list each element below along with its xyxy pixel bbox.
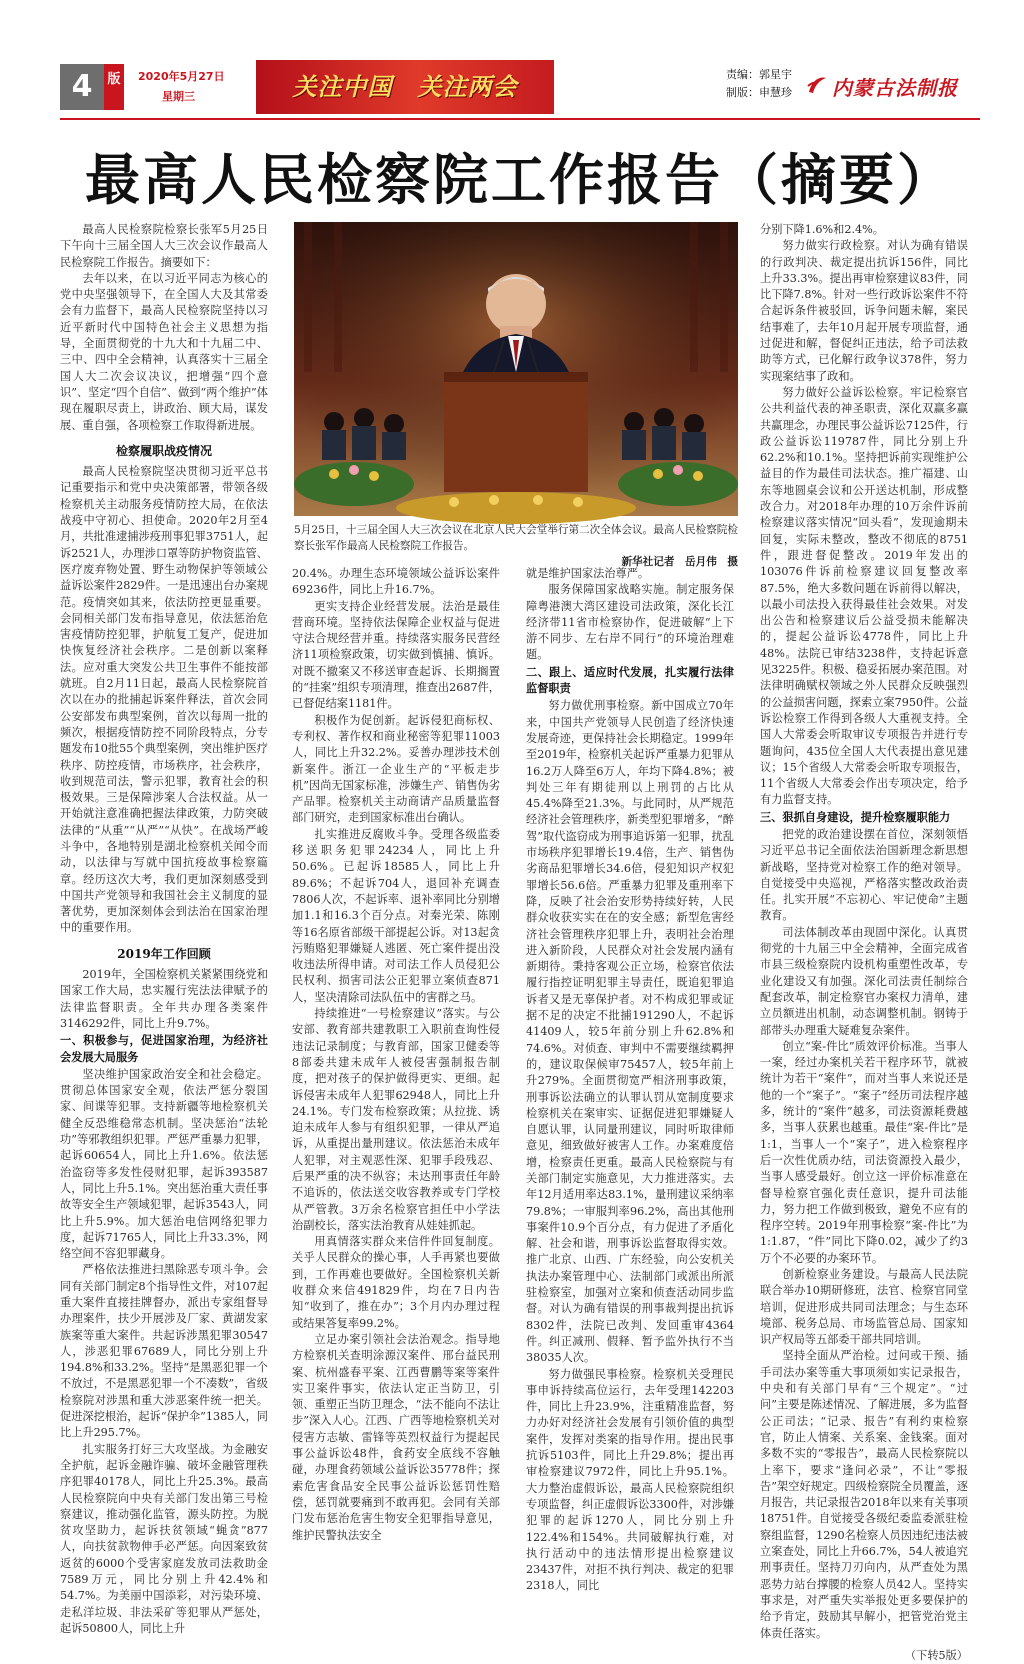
article-photo	[294, 222, 738, 516]
article-column-2	[292, 566, 500, 1542]
paragraph: 20.4%。办理生态环境领域公益诉讼案件69236件，同比上升16.7%。	[292, 567, 500, 597]
paragraph: 努力做强民事检察。检察机关受理民事申诉持续高位运行，去年受理142203件，同比上升23.9%，注重精准监督，努力办好对经济社会发展有引领价值的典型案件，发挥对类案的指导作用。提出民事抗诉5103件，同比上升29.8%；提出再审检察建议7972件，同比上升95.1%。大力整治虚假诉讼，最高人民检察院组织专项监督，纠正虚假诉讼3300件，对涉嫌犯罪的起诉1270人，同比分别上升122.4%和154%。共同破解执行难，对执行活动中的违法情形提出检察建议23437件，对拒不执行判决、裁定的犯罪2318人，同比	[526, 1367, 734, 1593]
paragraph: 努力做好公益诉讼检察。牢记检察官公共利益代表的神圣职责，深化双赢多赢共赢理念，办理民事公益诉讼7125件，行政公益诉讼119787件，同比分别上升62.2%和10.1%。坚持把诉前实现维护公益目的作为最佳司法状态。推广福建、山东等地圆桌会议和公开送达机制，形成整改合力。对2018年办理的10万余件诉前检察建议落实情况“回头看”，发现逾期未回复，实际未整改，整改不彻底的8751件，跟进督促整改。2019年发出的103076件诉前检察建议回复整改率87.5%，绝大多数问题在诉前得以解决，以最小司法投入获得最佳社会效果。对发出公告和检察建议后公益受损未能解决的，提起公益诉讼4778件，同比上升48%。法院已审结3238件，支持起诉意见3225件。积极、稳妥拓展办案范围。对法律明确赋权领域之外人民群众反映强烈的公益损害问题，探索立案7950件。公益诉讼检察工作得到各级人大重视支持。全国人大常委会听取审议专项报告并进行专题询问，435位全国人大代表提出意见建议；15个省级人大常委会听取专项报告，11个省级人大常委会作出专项决定，给予有力监督支持。	[760, 385, 968, 807]
paragraph: 最高人民检察院检察长张军5月25日下午向十三届全国人大三次会议作最高人民检察院工作报告。摘要如下：	[60, 223, 268, 269]
photo-caption-text: 5月25日，十三届全国人大三次会议在北京人民大会堂举行第二次全体会议。最高人民检察院检察长张军作最高人民检察院工作报告。	[294, 524, 738, 552]
continued-note[interactable]: （下转5版）	[904, 1648, 968, 1662]
issue-date: 2020年5月27日	[138, 70, 225, 83]
newspaper-logo-icon	[806, 74, 828, 96]
paragraph: 最高人民检察院坚决贯彻习近平总书记重要指示和党中央决策部署，带领各级检察机关主动服务疫情防控大局，在依法战疫中守初心、担使命。2020年2月至4月，共批准逮捕涉疫刑事犯罪3751人，起诉2521人，办理涉口罩等防护物资监管、医疗废弃物处置、野生动物保护等领域公益诉讼案件2829件。一是迅速出台办案规范。疫情突如其来，依法防控更显重要。会同相关部门发布指导意见，依法惩治危害疫情防控犯罪，护航复工复产，促进加快恢复经济社会秩序。二是创新以案释法。应对重大突发公共卫生事件不能按部就班。自2月11日起，最高人民检察院首次以在办的批捕起诉案件释法，首次会同公安部发布典型案例，首次以每周一批的频次，根据疫情防控不同阶段特点，分专题发布10批55个典型案例，突出维护医疗秩序、防控疫情，市场秩序，社会秩序，收到规范司法，警示犯罪，教育社会的积极效果。三是保障涉案人合法权益。从一开始就注意准确把握法律政策，力防突破法律的“从重”“从严”“从快”。在战场严峻斗争中，各地特别是湖北检察机关闻令而动，以法律与写就中国抗疫故事检察篇章。经历这次大考，我们更加深刻感受到中国共产党领导和我国社会主义制度的显著优势，更加深刻体会到法治在国家治理中的重要作用。	[60, 465, 268, 935]
article-title: 最高人民检察院工作报告（摘要）	[84, 147, 955, 212]
photo-credit: 新华社记者 岳月伟 摄	[621, 556, 738, 568]
paragraph: 扎实推进反腐败斗争。受理各级监委移送职务犯罪24234人，同比上升50.6%。已起诉18585人，同比上升89.6%；不起诉704人，退回补充调查7806人次，不起诉率、退补率同比分别增加1.1和16.3个百分点。对秦光荣、陈刚等16名原省部级干部提起公诉。对13起贪污贿赂犯罪嫌疑人逃匿、死亡案件提出没收违法所得申请。对司法工作人员侵犯公民权利、损害司法公正犯罪立案侦查871人，坚决清除司法队伍中的害群之马。	[292, 827, 500, 1004]
newspaper-name: 内蒙古法制报	[832, 76, 958, 100]
subsection-heading: 二、跟上、适应时代发展，扎实履行法律监督职责	[526, 665, 734, 696]
page-number: 4	[60, 64, 104, 110]
issue-weekday: 星期三	[162, 90, 195, 103]
paragraph: 更实支持企业经营发展。法治是最佳营商环境。坚持依法保障企业权益与促进守法合规经营并重。持续落实服务民营经济11项检察政策，切实做到慎捕、慎诉。对既不撤案又不移送审查起诉、长期搁置的“挂案”组织专项清理，推查出2687件，已督促结案1181件。	[292, 599, 500, 711]
paragraph: 坚持全面从严治检。过问或干预、插手司法办案等重大事项须如实记录报告，中央和有关部门早有“三个规定”。“过问”主要是陈述情况、了解进展，多为监督公正司法；“记录、报告”有利约束检察官，防止人情案、关系案、金钱案。面对多数不实的“零报告”，最高人民检察院以上率下，要求“逢问必录”，不让“零报告”架空好规定。四级检察院全员覆盖，逐月报告，共记录报告2018年以来有关事项18751件。自觉接受各级纪委监委派驻检察组监督，1290名检察人员因违纪违法被立案查处，同比上升66.7%，54人被追究刑事责任。坚持刀刃向内，从严查处为黑恶势力站台撑腰的检察人员42人。坚持实事求是，对严重失实举报处更多要保护的给予肯定，鼓励其早解小，把管党治党主体责任落实。	[760, 1349, 968, 1640]
section-heading: 检察履职战疫情况	[115, 443, 212, 458]
paragraph: 积极作为促创新。起诉侵犯商标权、专利权、著作权和商业秘密等犯罪11003人，同比上升32.2%。妥善办理涉技术创新案件。浙江一企业生产的“平板走步机”因尚无国家标准，涉嫌生产、销售伪劣产品罪。检察机关主动商请产品质量监督部门研究，走到国家标准出台确认。	[292, 713, 500, 825]
paragraph: 立足办案引领社会法治观念。指导地方检察机关查明涂源汉案件、邢台益民刑案、杭州盛春平案、江西曹鹏等案等案件实卫案件事实，依法认定正当防卫，引领、重塑正当防卫理念，“法不能向不法让步”深入人心。江西、广西等地检察机关对侵害方志敏、雷锋等英烈权益行为提起民事公益诉讼48件，食药安全底线不容触碰，办理食药领域公益诉讼35778件；探索危害食品安全民事公益诉讼惩罚性赔偿，惩罚就要痛到不敢再犯。会同有关部门发布惩治危害生物安全犯罪指导意见，维护民警执法安全	[292, 1332, 500, 1542]
producer-credit: 制版：申慧珍	[726, 86, 792, 99]
paragraph: 努力做优刑事检察。新中国成立70年来，中国共产党领导人民创造了经济快速发展奇迹，更保持社会长期稳定。1999年至2019年，检察机关起诉严重暴力犯罪从16.2万人降至6万人，年均下降4.8%；被判处三年有期徒刑以上刑罚的占比从45.4%降至21.3%。与此同时，从严规范经济社会管理秩序，新类型犯罪增多，“醉驾”取代盗窃成为刑事追诉第一犯罪，扰乱市场秩序犯罪增长19.4倍，生产、销售伪劣商品犯罪增长34.6倍，侵犯知识产权犯罪增长56.6倍。严重暴力犯罪及重刑率下降，反映了社会治安形势持续好转，人民群众收获实实在在的安全感；新型危害经济社会管理秩序犯罪上升，表明社会治理进入新阶段，人民群众对社会发展内涵有新期待。秉持客观公正立场，检察官依法履行指控证明犯罪主导责任，既追犯罪追诉者又是无辜保护者。对不构成犯罪或证据不足的决定不批捕191290人，不起诉41409人，较5年前分别上升62.8%和74.6%。对侦查、审判中不需要继续羁押的，建议取保候审75457人，较5年前上升279%。全面贯彻宽严相济刑事政策，刑事诉讼法确立的认罪认罚从宽制度要求检察机关在案审实、证据促进犯罪嫌疑人自愿认罪，认同量刑建议，同时听取律师意见，细致做好被害人工作。办案难度倍增，检察责任更重。最高人民检察院与有关部门制定实施意见，大力推进落实。去年12月适用率达83.1%，量刑建议采纳率79.8%；一审服判率96.2%，高出其他刑事案件10.9个百分点，有力促进了矛盾化解、社会和谐，刑事诉讼监督取得实效。推广北京、山西、广东经验，向公安机关执法办案管理中心、法制部门或派出所派驻检察室，加强对立案和侦查活动同步监督。对认为确有错误的刑事裁判提出抗诉8302件，法院已改判、发回重审4364件。纠正减刑、假释、暂予监外执行不当38035人次。	[526, 699, 734, 1365]
section-banner: 关注中国 关注两会	[256, 60, 554, 114]
header-divider	[60, 118, 980, 120]
edition-label: 版	[104, 64, 124, 110]
paragraph: 严格依法推进扫黑除恶专项斗争。会同有关部门制定8个指导性文件，对107起重大案件直接挂牌督办，派出专家组督导办理案件，扶少开展涉及厂家、黄湖发家族案等重大案件。共起诉涉黑犯罪30547人，涉恶犯罪67689人，同比分别上升194.8%和33.2%。坚持“是黑恶犯罪一个不放过，不是黑恶犯罪一个不凑数”，省级检察院对涉黑和重大涉恶案件统一把关。促进深挖根治，起诉“保护伞”1385人，同比上升295.7%。	[60, 1263, 268, 1440]
paragraph: 努力做实行政检察。对认为确有错误的行政判决、裁定提出抗诉156件，同比上升33.3%。提出再审检察建议83件，同比下降7.8%。针对一些行政诉讼案件不符合起诉条件被驳回，诉争问题未解，案民结事难了，去年10月起开展专项监督，通过促进和解，督促纠正违法，给予司法救助等方式，已化解行政争议378件，努力实现案结事了政和。	[760, 239, 968, 383]
photo-caption	[294, 522, 738, 570]
paragraph: 扎实服务打好三大攻坚战。为金融安全护航，起诉金融诈骗、破坏金融管理秩序犯罪40178人，同比上升25.3%。最高人民检察院向中央有关部门发出第三号检察建议，推动强化监管，源头防控。为脱贫攻坚助力，起诉扶贫领域“蝇贪”877人，向扶贫款物伸手必严惩。向因案致贫返贫的6000个受害家庭发放司法救助金7589万元，同比分别上升42.4%和54.7%。为美丽中国添彩，对污染环境、走私洋垃圾、非法采矿等犯罪从严惩处，起诉50800人，同比上升	[60, 1442, 268, 1635]
masthead	[60, 60, 980, 114]
subsection-heading: 三、狠抓自身建设，提升检察履职能力	[760, 810, 951, 824]
paragraph: 2019年，全国检察机关紧紧围绕党和国家工作大局，忠实履行宪法法律赋予的法律监督职责。全年共办理各类案件3146292件，同比上升9.7%。	[60, 968, 268, 1030]
paragraph: 坚决维护国家政治安全和社会稳定。贯彻总体国家安全观，依法严惩分裂国家、间谍等犯罪。支持新疆等地检察机关健全反恐维稳常态机制。坚决惩治“法轮功”等邪教组织犯罪。严惩严重暴力犯罪，起诉60654人，同比上升1.6%。依法惩治盗窃等多发性侵财犯罪，起诉393587人，同比上升5.1%。突出惩治重大责任事故等安全生产领域犯罪，起诉3543人，同比上升5.9%。加大惩治电信网络犯罪力度，起诉71765人，同比上升33.3%，网络空间不容犯罪藏身。	[60, 1067, 268, 1261]
photo-illustration	[294, 222, 738, 516]
paragraph: 去年以来，在以习近平同志为核心的党中央坚强领导下，在全国人大及其常委会有力监督下，最高人民检察院坚持以习近平新时代中国特色社会主义思想为指导，全面贯彻党的十九大和十九届二中、三中、四中全会精神，认真落实十三届全国人大二次会议决议，把增强“四个意识”、坚定“四个自信”、做到“两个维护”体现在履职尽责上，讲政治、顾大局，谋发展、重自强，各项检察工作取得新进展。	[60, 271, 268, 432]
paragraph: 用真情落实群众来信件件回复制度。关乎人民群众的操心事，人手再紧也要做到，工作再难也要做好。全国检察机关新收群众来信491829件，均在7日内告知“收到了，推在办”；3个月内办理过程或结果答复率99.2%。	[292, 1235, 500, 1330]
article-column-4	[760, 222, 968, 1662]
paragraph: 就是维护国家法治尊严。	[526, 567, 650, 580]
newspaper-logo	[806, 70, 984, 102]
paragraph: 服务保障国家战略实施。制定服务保障粤港澳大湾区建设司法政策，深化长江经济带11省市检察协作，促进破解“上下游不同步、左右岸不同行”的环境治理难题。	[526, 583, 734, 662]
paragraph: 司法体制改革由现固中深化。认真贯彻党的十九届三中全会精神，全面完成省市县三级检察院内设机构重塑性改革，专业化建设又有加强。深化司法责任制综合配套改革，制定检察官办案权力清单，建立员额进出机制，动态调整机制。钢铸于部带头办理重大疑难复杂案件。	[760, 925, 968, 1037]
article-column-1	[60, 222, 268, 1635]
paragraph: 创立“案-件比”质效评价标准。当事人一案，经过办案机关若干程序环节，就被统计为若干“案件”，而对当事人来说还是他的一个“案子”。“案子”经历司法程序越多，统计的“案件”越多，司法资源耗费越多，当事人获累也越重。最佳“案-件比”是1:1，当事人一个“案子”，进入检察程序后一次性优质办结，司法资源投入最少，当事人感受最好。创立这一评价标准意在督导检察官强化责任意识，提升司法能力，努力把工作做到极致，避免不应有的程序空转。2019年刑事检察“案-件比”为1:1.87，“件”同比下降0.02，减少了约3万个不必要的办案环节。	[760, 1039, 968, 1265]
section-heading: 2019年工作回顾	[117, 946, 211, 961]
staff-credits	[726, 66, 792, 102]
subsection-heading: 一、积极参与，促进国家治理，为经济社会发展大局服务	[60, 1034, 268, 1064]
editor-credit: 责编：郭星宇	[726, 68, 792, 81]
paragraph: 把党的政治建设摆在首位，深刻领悟习近平总书记全面依法治国新理念新思想新战略，坚持党对检察工作的绝对领导。自觉接受中央巡视，严格落实整改政治责任。扎实开展“不忘初心、牢记使命”主题教育。	[760, 827, 968, 923]
paragraph: 分别下降1.6%和2.4%。	[760, 223, 884, 236]
paragraph: 持续推进“一号检察建议”落实。与公安部、教育部共建教职工入职前查询性侵违法记录制度；与教育部，国家卫健委等8部委共建未成年人被侵害强制报告制度，把对孩子的保护做得更实、更细。起诉侵害未成年人犯罪62948人，同比上升24.1%。专门发布检察政策；从拉拢、诱迫未成年人参与有组织犯罪，一律从严追诉，从重提出量刑建议。依法惩治未成年人犯罪，对主观恶性深、犯罪手段残忍、后果严重的决不纵容；未达刑事责任年龄不追诉的，依法送交收容教养或专门学校从严管教。3万余名检察官担任中小学法治副校长，落实法治教育从娃娃抓起。	[292, 1007, 500, 1232]
paragraph: 创新检察业务建设。与最高人民法院联合举办10期研修班，法官、检察官同堂培训，促进形成共同司法理念；与生态环境部、税务总局、市场监管总局、国家知识产权局等五部委干部共同培训。	[760, 1268, 968, 1347]
article-column-3	[526, 566, 734, 1593]
